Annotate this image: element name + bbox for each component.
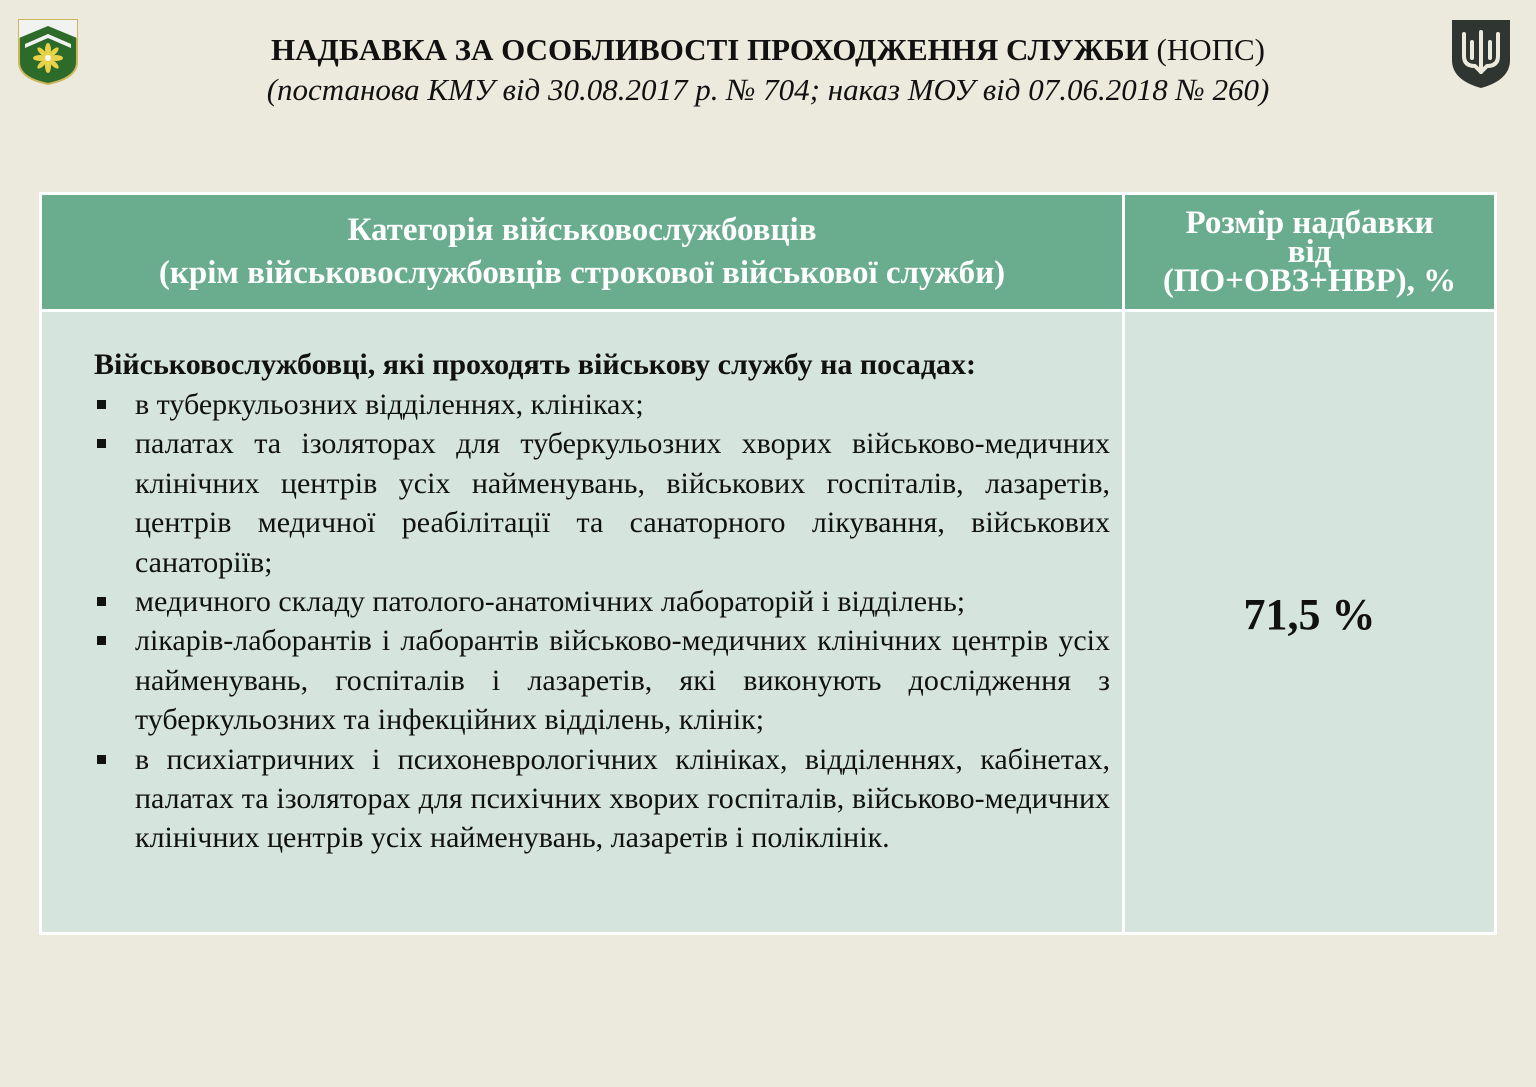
- list-item-text: палатах та ізоляторах для туберкульозних хворих військово-медичних клінічних центрів усіх найменувань, військових госпіталів, лазаретів, центрів медичної реабілітації та санаторного лікування, військових санаторіїв;: [135, 427, 1110, 579]
- allowance-table: [39, 192, 1497, 935]
- trident-shield-emblem-icon: [1450, 18, 1512, 90]
- category-list: [94, 385, 1110, 858]
- square-bullet-icon: [97, 636, 106, 645]
- category-intro: Військовослужбовці, які проходять військову службу на посадах:: [94, 348, 977, 381]
- page-title-main: НАДБАВКА ЗА ОСОБЛИВОСТІ ПРОХОДЖЕННЯ СЛУЖБИ: [271, 32, 1149, 67]
- square-bullet-icon: [97, 755, 106, 764]
- page-title: [100, 30, 1436, 70]
- list-item: [94, 424, 1110, 582]
- value-cell: [1124, 311, 1496, 934]
- square-bullet-icon: [97, 400, 106, 409]
- list-item-text: в туберкульозних відділеннях, клініках;: [135, 388, 644, 421]
- page-subtitle: (постанова КМУ від 30.08.2017 р. № 704; наказ МОУ від 07.06.2018 № 260): [266, 72, 1270, 107]
- table-header-row: [41, 194, 1496, 311]
- size-column-header: [1124, 194, 1496, 311]
- size-header-line1: Розмір надбавки: [1185, 204, 1434, 241]
- list-item: [94, 621, 1110, 739]
- list-item: [94, 582, 1110, 621]
- category-header-line1: Категорія військовослужбовців: [347, 212, 817, 248]
- square-bullet-icon: [97, 597, 106, 606]
- category-header-line2: (крім військовослужбовців строкової військової служби): [158, 255, 1006, 291]
- category-column-header: [41, 194, 1124, 311]
- size-header-line3: (ПО+ОВЗ+НВР), %: [1162, 262, 1457, 299]
- list-item-text: в психіатричних і психоневрологічних клініках, відділеннях, кабінетах, палатах та ізоляторах для психічних хворих госпіталів, військово-медичних клінічних центрів усіх найменувань, лазаретів і поліклінік.: [135, 742, 1110, 855]
- square-bullet-icon: [97, 439, 106, 448]
- list-item: [94, 740, 1110, 858]
- list-item: [94, 385, 1110, 424]
- page-title-abbreviation: (НОПС): [1156, 32, 1265, 67]
- list-item-text: лікарів-лаборантів і лаборантів військово-медичних клінічних центрів усіх найменувань, госпіталів і лазаретів, які виконують дослідження з туберкульозних та інфекційних відділень, клінік;: [135, 624, 1110, 737]
- list-item-text: медичного складу патолого-анатомічних лабораторій і відділень;: [135, 585, 966, 619]
- category-cell: [41, 311, 1124, 934]
- table-row: [41, 311, 1496, 934]
- page-header: [100, 30, 1436, 110]
- size-header-line2: від: [1287, 233, 1332, 270]
- military-medical-emblem-icon: [17, 18, 79, 86]
- allowance-value: 71,5 %: [1243, 589, 1376, 639]
